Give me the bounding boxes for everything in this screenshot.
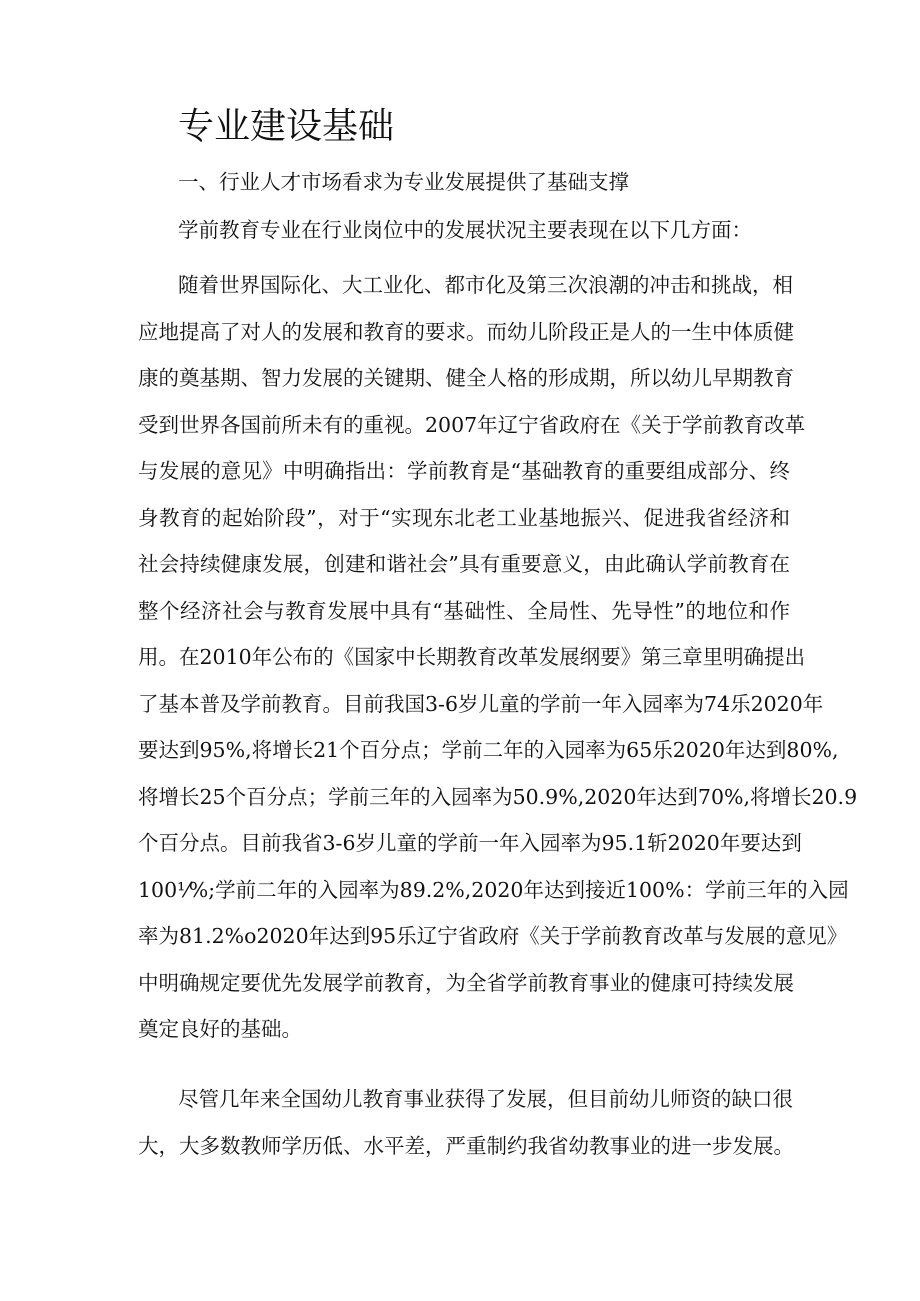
document-title: 专业建设基础	[178, 106, 395, 147]
paragraph-line: 受到世界各国前所未有的重视。2007年辽宁省政府在《关于学前教育改革	[138, 412, 806, 437]
paragraph-line: 社会持续健康发展，创建和谐社会”具有重要意义，由此确认学前教育在	[138, 552, 790, 576]
paragraph-line: 身教育的起始阶段”，对于“实现东北老工业基地振兴、促进我省经济和	[138, 505, 790, 530]
paragraph-line: 应地提高了对人的发展和教育的要求。而幼儿阶段正是人的一生中体质健	[138, 319, 794, 344]
intro-paragraph: 学前教育专业在行业岗位中的发展状况主要表现在以下几方面：	[178, 218, 752, 242]
section-heading: 一、行业人才市场看求为专业发展提供了基础支撑	[178, 170, 629, 194]
paragraph-line: 整个经济社会与教育发展中具有“基础性、全局性、先导性”的地位和作	[138, 598, 790, 623]
paragraph-line: 中明确规定要优先发展学前教育，为全省学前教育事业的健康可持续发展	[138, 970, 794, 995]
paragraph-line: 个百分点。目前我省3-6岁儿童的学前一年入园率为95.1斩2020年要达到	[138, 831, 802, 855]
paragraph-line: 奠定良好的基础。	[138, 1017, 302, 1041]
paragraph-line: 随着世界国际化、大工业化、都市化及第三次浪潮的冲击和挑战，相	[178, 273, 793, 297]
paragraph-line: 用。在2010年公布的《国家中长期教育改革发展纲要》第三章里明确提出	[138, 645, 806, 669]
paragraph-line: 100⅟%;学前二年的入园率为89.2%,2020年达到接近100%：学前三年的入园	[138, 877, 849, 902]
paragraph-line: 率为81.2%o2020年达到95乐辽宁省政府《关于学前教育改革与发展的意见》	[138, 924, 848, 948]
paragraph-line: 尽管几年来全国幼儿教育事业获得了发展，但目前幼儿师资的缺口很	[178, 1087, 793, 1111]
body-paragraph	[138, 262, 858, 1053]
paragraph-line: 将增长25个百分点；学前三年的入园率为50.9%,2020年达到70%,将增长20.9	[138, 784, 858, 809]
paragraph-line: 了基本普及学前教育。目前我国3-6岁儿童的学前一年入园率为74乐2020年	[138, 691, 824, 716]
body-paragraph	[138, 1076, 794, 1169]
paragraph-line: 康的奠基期、智力发展的关键期、健全人格的形成期，所以幼儿早期教育	[138, 366, 794, 390]
paragraph-line: 与发展的意见》中明确指出：学前教育是“基础教育的重要组成部分、终	[138, 459, 790, 483]
paragraph-line: 要达到95%,将增长21个百分点；学前二年的入园率为65乐2020年达到80%,	[138, 738, 839, 762]
paragraph-line: 大，大多数教师学历低、水平差，严重制约我省幼教事业的进一步发展。	[138, 1133, 794, 1158]
